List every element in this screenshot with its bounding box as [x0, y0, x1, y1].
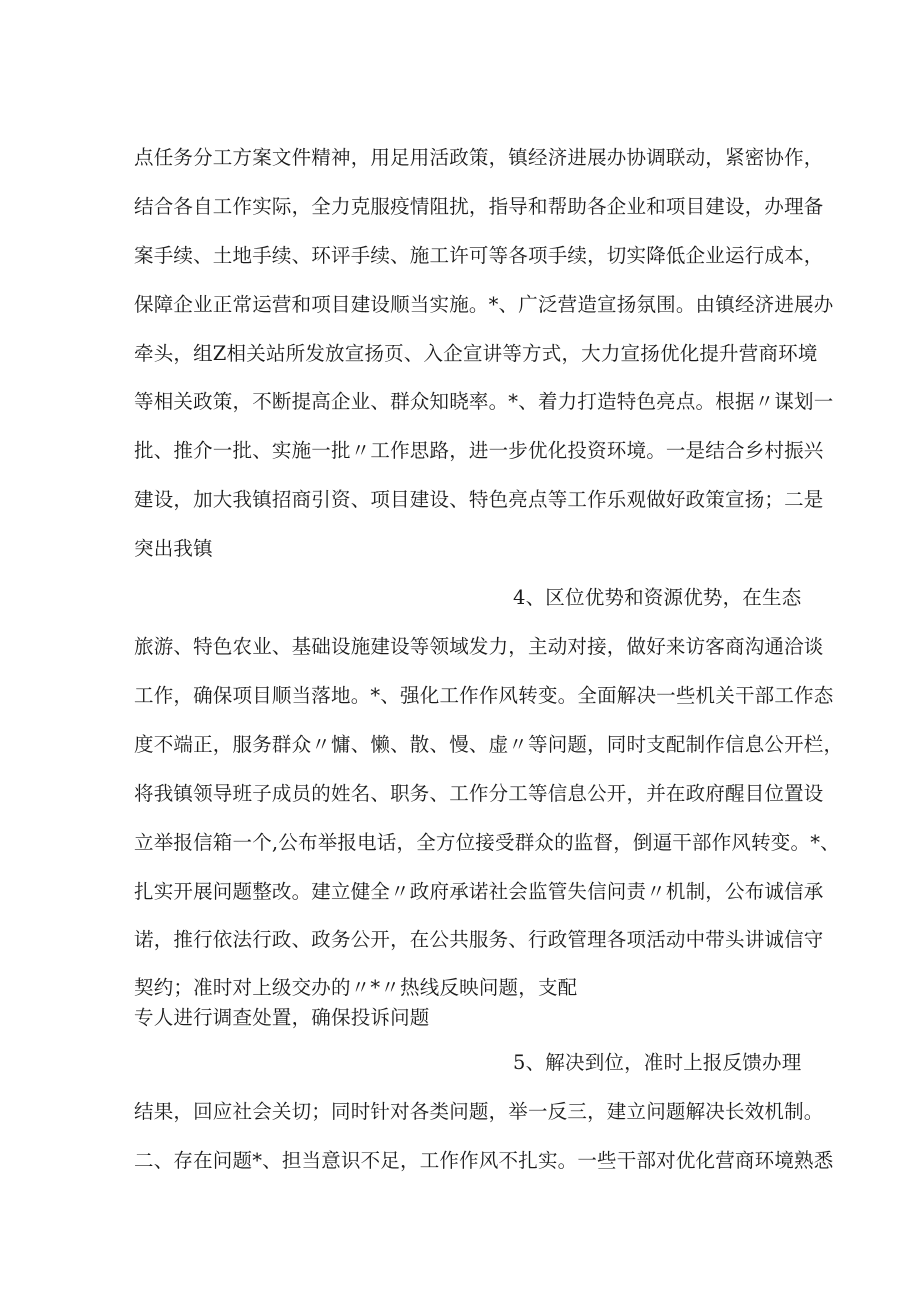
text-line-10: 旅游、特色农业、基础设施建设等领域发力，主动对接，做好来访客商沟通洽谈	[134, 635, 824, 658]
text-line-3: 案手续、土地手续、环评手续、施工许可等各项手续，切实降低企业运行成本，	[134, 244, 824, 267]
text-line-18: 专人进行调查处置，确保投诉问题	[134, 1006, 430, 1029]
text-line-8: 建设，加大我镇招商引资、项目建设、特色亮点等工作乐观做好政策宣扬；二是	[134, 488, 824, 511]
text-line-6: 等相关政策，不断提高企业、群众知晓率。*、着力打造特色亮点。根据〃谋划一	[134, 390, 834, 413]
text-line-16: 诺，推行依法行政、政务公开，在公共服务、行政管理各项活动中带头讲诚信守	[134, 928, 824, 951]
text-line-7: 批、推介一批、实施一批〃工作思路，进一步优化投资环境。一是结合乡村振兴	[134, 439, 824, 462]
text-line-15: 扎实开展问题整改。建立健全〃政府承诺社会监管失信问责〃机制，公布诚信承	[134, 880, 824, 903]
text-line-4: 保障企业正常运营和项目建设顺当实施。*、广泛营造宣扬氛围。由镇经济进展办	[134, 293, 834, 316]
text-line-13: 将我镇领导班子成员的姓名、职务、工作分工等信息公开，并在政府醒目位置设	[134, 782, 824, 805]
text-line-9: 突出我镇	[134, 537, 213, 560]
text-line-11: 工作，确保项目顺当落地。*、强化工作作风转变。全面解决一些机关干部工作态	[134, 684, 834, 707]
text-line-19: 结果，回应社会关切；同时针对各类问题，举一反三，建立问题解决长效机制。	[134, 1100, 824, 1123]
text-line-1: 点任务分工方案文件精神，用足用活政策，镇经济进展办协调联动，紧密协作，	[134, 146, 824, 169]
numbered-line-5: 5、解决到位，准时上报反馈办理	[513, 1051, 802, 1074]
text-line-17: 契约；准时对上级交办的〃*〃热线反映问题，支配	[134, 976, 578, 999]
numbered-line-4: 4、区位优势和资源优势，在生态	[513, 586, 802, 609]
text-line-2: 结合各自工作实际，全力克服疫情阻扰，指导和帮助各企业和项目建设，办理备	[134, 195, 824, 218]
text-line-12: 度不端正，服务群众〃慵、懒、散、慢、虚〃等问题，同时支配制作信息公开栏，	[134, 733, 844, 756]
text-line-14: 立举报信箱一个,公布举报电话，全方位接受群众的监督，倒逼干部作风转变。*、	[134, 831, 840, 854]
text-line-20: 二、存在问题*、担当意识不足，工作作风不扎实。一些干部对优化营商环境熟悉	[134, 1149, 834, 1172]
text-line-5: 牵头，组Z相关站所发放宣扬页、入企宣讲等方式，大力宣扬优化提升营商环境	[134, 342, 818, 365]
